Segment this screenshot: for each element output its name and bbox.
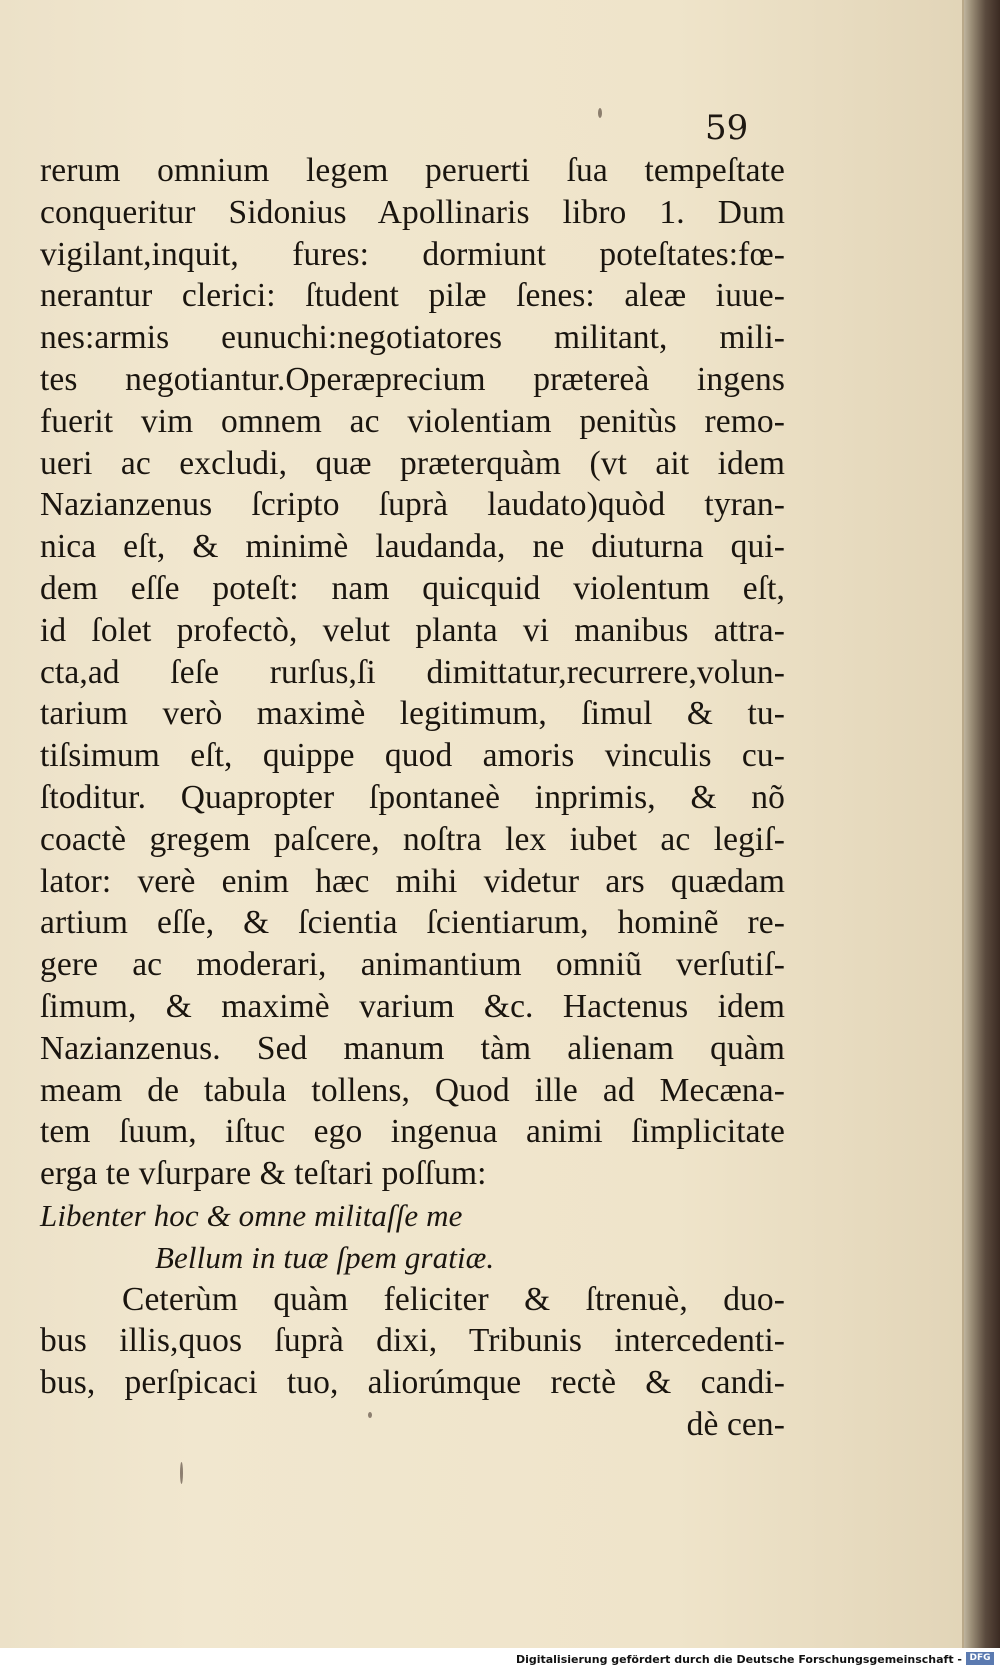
text-line: dem eſſe poteſt: nam quicquid violentum eſt,: [40, 569, 785, 607]
text-line: nes:armis eunuchi:negotiatores militant, mili-: [40, 319, 785, 357]
digitization-credit: Digitalisierung gefördert durch die Deutsche Forschungsgemeinschaft -: [515, 1653, 962, 1666]
text-line: tarium verò maximè legitimum, ſimul & tu-: [40, 695, 785, 733]
text-line: artium eſſe, & ſcientia ſcientiarum, hominẽ re-: [40, 904, 785, 942]
text-line: Ceterùm quàm feliciter & ſtrenuè, duo-: [122, 1280, 785, 1318]
text-line: nica eſt, & minimè laudanda, ne diuturna qui-: [40, 528, 785, 566]
text-line: tes negotiantur.Operæprecium prætereà ingens: [40, 360, 785, 398]
text-line: Nazianzenus. Sed manum tàm alienam quàm: [40, 1029, 785, 1067]
text-line: coactè gregem paſcere, noſtra lex iubet ac legiſ-: [40, 820, 785, 858]
text-line: meam de tabula tollens, Quod ille ad Mecæna-: [40, 1071, 785, 1109]
catchword: dè cen-: [686, 1405, 785, 1443]
text-line: nerantur clerici: ſtudent pilæ ſenes: aleæ iuue-: [40, 277, 785, 315]
text-line: tem ſuum, iſtuc ego ingenua animi ſimplicitate: [40, 1113, 785, 1151]
text-line: rerum omnium legem peruerti ſua tempeſtate: [40, 152, 785, 189]
text-line: vigilant,inquit, fures: dormiunt poteſtates:fœ-: [40, 235, 785, 273]
main-text-block: [40, 150, 785, 1446]
verse-line: Libenter hoc & omne militaſſe me: [40, 1197, 463, 1233]
text-line: bus, perſpicaci tuo, aliorúmque rectè & candi-: [40, 1364, 785, 1402]
footer-bar: [0, 1648, 1000, 1668]
text-line: tiſsimum eſt, quippe quod amoris vinculis cu-: [40, 737, 785, 775]
page-number: 59: [705, 108, 749, 148]
text-line: gere ac moderari, animantium omniũ verſutiſ-: [40, 946, 785, 984]
text-line: cta,ad ſeſe rurſus,ſi dimittatur,recurrere,volun-: [40, 653, 785, 691]
text-line: lator: verè enim hæc mihi videtur ars quædam: [40, 862, 785, 900]
ink-speck: [180, 1462, 183, 1484]
text-line: conqueritur Sidonius Apollinaris libro 1. Dum: [40, 193, 785, 231]
verse-line: Bellum in tuæ ſpem gratiæ.: [155, 1239, 495, 1275]
text-line: bus illis,quos ſuprà dixi, Tribunis intercedenti-: [40, 1322, 785, 1360]
text-line: ueri ac excludi, quæ præterquàm (vt ait idem: [40, 444, 785, 482]
text-line: erga te vſurpare & teſtari poſſum:: [40, 1155, 487, 1193]
dfg-logo: DFG: [966, 1652, 994, 1665]
text-line: id ſolet profectò, velut planta vi manibus attra-: [40, 611, 785, 649]
text-line: ſimum, & maximè varium &c. Hactenus idem: [40, 987, 785, 1025]
text-line: fuerit vim omnem ac violentiam penitùs remo-: [40, 402, 785, 440]
text-line: Nazianzenus ſcripto ſuprà laudato)quòd tyran-: [40, 486, 785, 524]
text-line: ſtoditur. Quapropter ſpontaneè inprimis, & nõ: [40, 778, 785, 816]
ink-speck: [598, 108, 602, 118]
